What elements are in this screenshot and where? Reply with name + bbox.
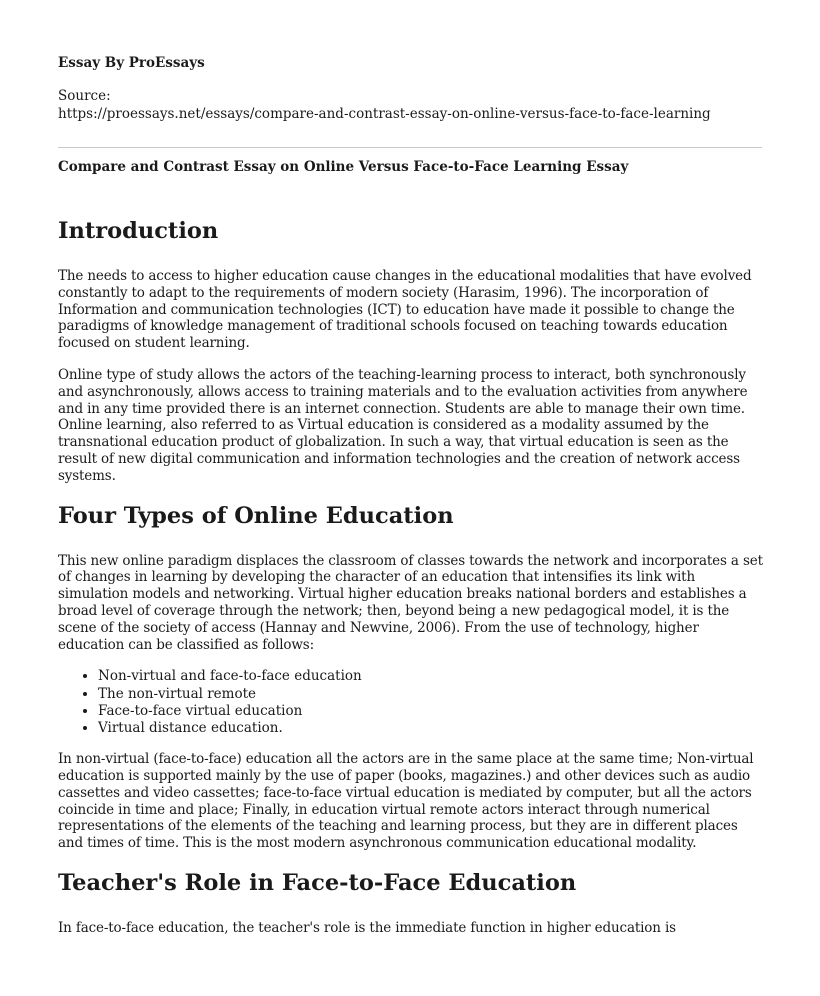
- list-item: • Non-virtual and face-to-face education: [98, 668, 764, 685]
- essay-body: [58, 215, 764, 952]
- section-heading-teachers-role: Teacher's Role in Face-to-Face Education: [58, 869, 577, 896]
- section-heading-four-types: Four Types of Online Education: [58, 502, 454, 529]
- paragraph: In non-virtual (face-to-face) education all the actors are in the same place at the same time; Non-virtual education is supported mainly by the use of paper (books, magazines.) and other devices such as audio cassettes and video cassettes; face-to-face virtual education is mediated by computer, but all the actors coincide in time and place; Finally, in education virtual remote actors interact through numerical representations of the elements of the teaching and learning process, but they are in different places and times of time. This is the most modern asynchronous communication educational modality.: [58, 751, 754, 852]
- list-item: • The non-virtual remote: [98, 686, 764, 703]
- paragraph: In face-to-face education, the teacher's role is the immediate function in higher education is: [58, 919, 676, 936]
- document-title: Compare and Contrast Essay on Online Versus Face-to-Face Learning Essay: [58, 159, 629, 175]
- divider: [58, 147, 762, 148]
- paragraph: Online type of study allows the actors of the teaching-learning process to interact, both synchronously and asynchronously, allows access to training materials and to the evaluation activities from anywhere and in any time provided there is an internet connection. Students are able to manage their own time. Online learning, also referred to as Virtual education is considered as a modality assumed by the transnational education product of globalization. In such a way, that virtual education is seen as the result of new digital communication and information technologies and the creation of network access systems.: [58, 366, 748, 484]
- list-item: • Virtual distance education.: [98, 720, 764, 737]
- brand-title: Essay By ProEssays: [58, 55, 205, 71]
- source-url[interactable]: https://proessays.net/essays/compare-and-contrast-essay-on-online-versus-face-to-face-learning: [58, 106, 711, 122]
- list-item: • Face-to-face virtual education: [98, 703, 764, 720]
- source-label: Source:: [58, 88, 111, 104]
- education-types-list: [58, 668, 764, 737]
- source-block: [58, 87, 711, 123]
- paragraph: This new online paradigm displaces the classroom of classes towards the network and incorporates a set of changes in learning by developing the character of an education that intensifies its link with simulation models and networking. Virtual higher education breaks national borders and establishes a broad level of coverage through the network; then, beyond being a new pedagogical model, it is the scene of the society of access (Hannay and Newvine, 2006). From the use of technology, higher education can be classified as follows:: [58, 552, 763, 653]
- paragraph: The needs to access to higher education cause changes in the educational modalities that have evolved constantly to adapt to the requirements of modern society (Harasim, 1996). The incorporation of Information and communication technologies (ICT) to education have made it possible to change the paradigms of knowledge management of traditional schools focused on teaching towards education focused on student learning.: [58, 268, 752, 352]
- section-heading-introduction: Introduction: [58, 218, 219, 244]
